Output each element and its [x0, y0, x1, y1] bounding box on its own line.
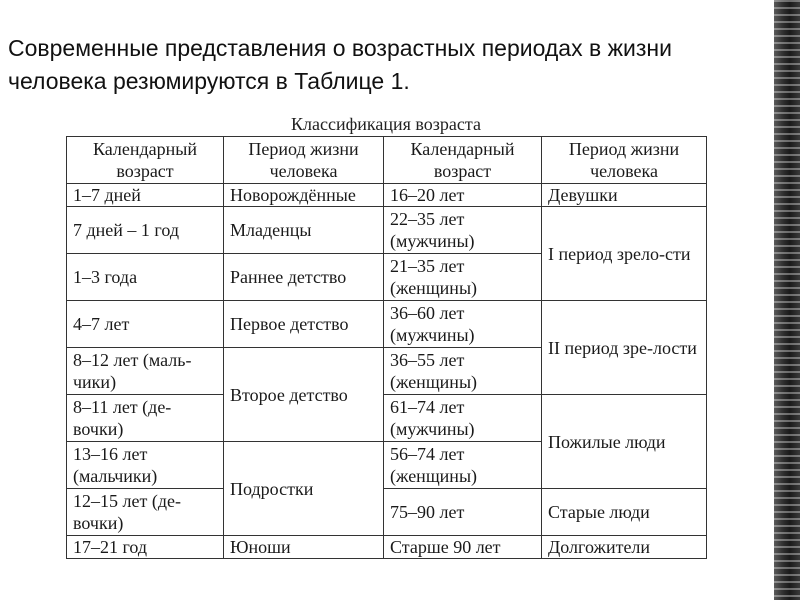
- table-row: [67, 395, 707, 442]
- table-cell: 1–3 года: [67, 254, 224, 301]
- table-cell: Раннее детство: [224, 254, 384, 301]
- header-life-period-2: Период жизни человека: [542, 137, 707, 184]
- table-cell: Долгожители: [542, 536, 707, 559]
- intro-line-1: Современные представления о возрастных периодах в жизни: [8, 35, 672, 61]
- table-cell: Младенцы: [224, 207, 384, 254]
- table-cell: 13–16 лет (мальчики): [67, 442, 224, 489]
- table-cell: Девушки: [542, 184, 707, 207]
- table-cell: Подростки: [224, 442, 384, 536]
- table-cell: Старше 90 лет: [384, 536, 542, 559]
- table-cell: 4–7 лет: [67, 301, 224, 348]
- table-caption: Классификация возраста: [291, 114, 481, 134]
- table-cell: 17–21 год: [67, 536, 224, 559]
- table-cell: 12–15 лет (де-вочки): [67, 489, 224, 536]
- table-cell: 21–35 лет (женщины): [384, 254, 542, 301]
- table-cell: 36–60 лет (мужчины): [384, 301, 542, 348]
- table-cell: Старые люди: [542, 489, 707, 536]
- table-cell: 75–90 лет: [384, 489, 542, 536]
- table-cell: 8–11 лет (де-вочки): [67, 395, 224, 442]
- table-cell: Второе детство: [224, 348, 384, 442]
- table-header-row: [67, 137, 707, 184]
- table-cell: 61–74 лет (мужчины): [384, 395, 542, 442]
- table-cell: Юноши: [224, 536, 384, 559]
- table-cell: Новорождённые: [224, 184, 384, 207]
- intro-line-2: человека резюмируются в Таблице 1.: [8, 68, 410, 94]
- table-cell: I период зрело-сти: [542, 207, 707, 301]
- table-row: [67, 207, 707, 254]
- table-cell: 36–55 лет (женщины): [384, 348, 542, 395]
- age-classification-table: [66, 136, 707, 559]
- table-cell: Первое детство: [224, 301, 384, 348]
- scanned-table-image: [66, 112, 706, 559]
- table-cell: 16–20 лет: [384, 184, 542, 207]
- header-life-period-1: Период жизни человека: [224, 137, 384, 184]
- table-row: [67, 301, 707, 348]
- header-calendar-age-1: Календарный возраст: [67, 137, 224, 184]
- intro-paragraph: [8, 32, 728, 98]
- table-cell: 56–74 лет (женщины): [384, 442, 542, 489]
- slide-edge-texture: [774, 0, 800, 600]
- table-cell: Пожилые люди: [542, 395, 707, 489]
- table-row: [67, 184, 707, 207]
- table-cell: II период зре-лости: [542, 301, 707, 395]
- table-cell: 8–12 лет (маль-чики): [67, 348, 224, 395]
- table-cell: 7 дней – 1 год: [67, 207, 224, 254]
- table-row: [67, 489, 707, 536]
- table-row: [67, 536, 707, 559]
- table-cell: 1–7 дней: [67, 184, 224, 207]
- header-calendar-age-2: Календарный возраст: [384, 137, 542, 184]
- table-cell: 22–35 лет (мужчины): [384, 207, 542, 254]
